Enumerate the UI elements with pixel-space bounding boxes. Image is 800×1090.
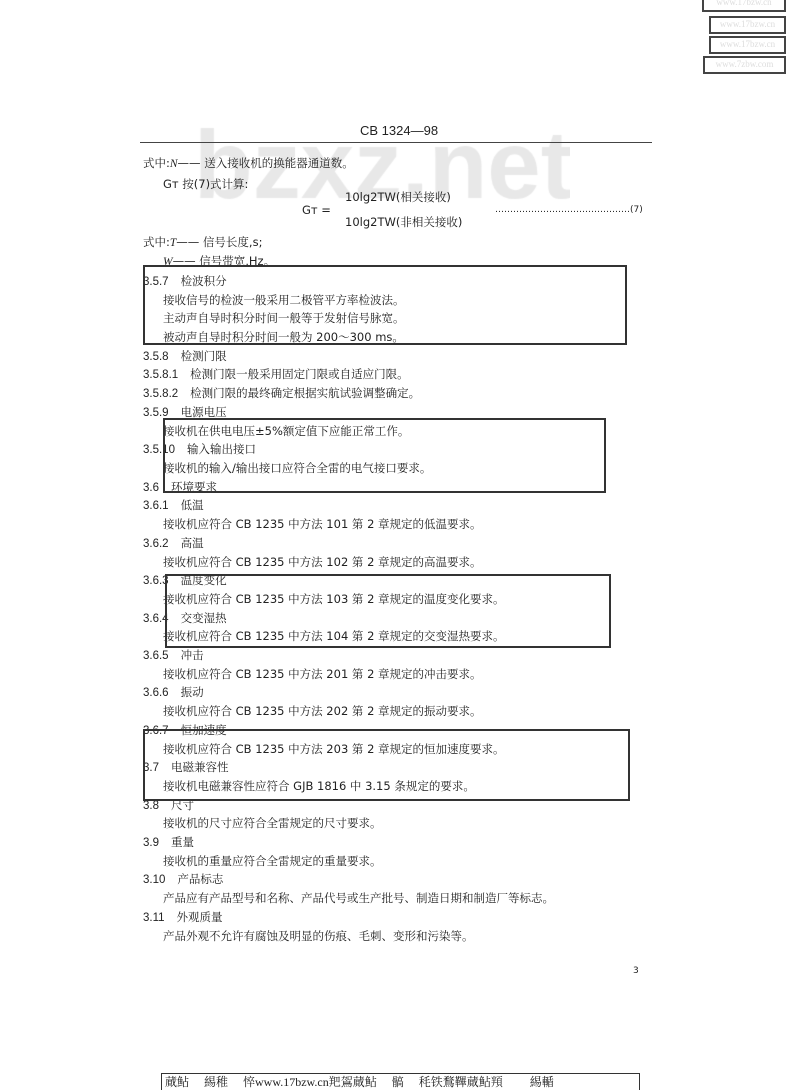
section-body: 接收机应符合 CB 1235 中方法 202 第 2 章规定的振动要求。 [163, 704, 482, 718]
section-title: 检测门限一般采用固定门限或自适应门限。 [190, 367, 409, 381]
section-body: 接收机电磁兼容性应符合 GJB 1816 中 3.15 条规定的要求。 [163, 779, 475, 793]
section-number: 3.5.10 [143, 444, 175, 456]
intro-line: Gᴛ 按(7)式计算: [163, 177, 249, 191]
standard-header: CB 1324—98 [360, 123, 439, 138]
formula-case-2: 10lg2TW(非相关接收) [345, 215, 463, 229]
section-body: 接收机应符合 CB 1235 中方法 103 第 2 章规定的温度变化要求。 [163, 592, 505, 606]
section-heading [143, 386, 420, 401]
intro-line: W—— 信号带宽,Hz。 [163, 254, 276, 268]
section-title: 尺寸 [171, 798, 194, 812]
section-number: 3.5.8.1 [143, 369, 179, 381]
section-number: 3.5.9 [143, 407, 169, 419]
section-body: 接收机的输入/输出接口应符合全雷的电气接口要求。 [163, 461, 432, 475]
section-number: 3.5.8 [143, 351, 169, 363]
section-number: 3.6 [143, 482, 159, 494]
formula-case-1: 10lg2TW(相关接收) [345, 190, 451, 204]
section-title: 电磁兼容性 [171, 760, 229, 774]
section-number: 3.6.5 [143, 650, 169, 662]
section-heading [143, 648, 204, 663]
section-heading [143, 910, 223, 925]
section-body: 接收机应符合 CB 1235 中方法 201 第 2 章规定的冲击要求。 [163, 667, 482, 681]
section-number: 3.11 [143, 912, 165, 924]
intro-line: 式中:T—— 信号长度,s; [143, 235, 263, 249]
section-body: 接收机的尺寸应符合全雷规定的尺寸要求。 [163, 816, 382, 830]
section-number: 3.7 [143, 762, 159, 774]
section-title: 重量 [171, 835, 194, 849]
section-title: 温度变化 [180, 573, 227, 587]
section-body: 接收机的重量应符合全雷规定的重量要求。 [163, 854, 382, 868]
footer-banner[interactable]: 蕆鲇 緆稚 悴www.17bzw.cn羓鴐蕆鲇 髇 秏铁鶩鞸蕆鲇頖 緆輴 [161, 1073, 640, 1090]
section-heading [143, 536, 204, 551]
section-number: 3.10 [143, 874, 166, 886]
section-body: 接收机在供电电压±5%额定值下应能正常工作。 [163, 424, 410, 438]
section-number: 3.6.4 [143, 613, 169, 625]
section-title: 环境要求 [171, 480, 217, 494]
section-number: 3.9 [143, 837, 159, 849]
section-title: 输入输出接口 [186, 442, 256, 456]
section-title: 冲击 [180, 648, 204, 662]
section-number: 3.6.3 [143, 575, 169, 587]
section-title: 交变湿热 [180, 611, 227, 625]
intro-line: 式中:N—— 送入接收机的换能器通道数。 [143, 156, 354, 170]
section-number: 3.8 [143, 800, 159, 812]
section-body: 主动声自导时积分时间一般等于发射信号脉宽。 [163, 311, 405, 325]
section-body: 接收机应符合 CB 1235 中方法 104 第 2 章规定的交变湿热要求。 [163, 629, 505, 643]
section-title: 检测门限 [180, 349, 227, 363]
formula-number: ………………………………………(7) [495, 205, 643, 215]
section-body: 产品应有产品型号和名称、产品代号或生产批号、制造日期和制造厂等标志。 [163, 891, 554, 905]
section-title: 高温 [180, 536, 204, 550]
annotation-box [143, 265, 627, 345]
section-title: 电源电压 [180, 405, 227, 419]
section-title: 低温 [180, 498, 204, 512]
section-body: 产品外观不允许有腐蚀及明显的伤痕、毛刺、变形和污染等。 [163, 929, 474, 943]
formula-lhs: Gᴛ = [302, 203, 331, 217]
annotation-box [143, 729, 630, 801]
section-heading [143, 349, 227, 364]
annotation-box [165, 574, 611, 648]
annotation-box [163, 418, 606, 493]
header-rule [140, 142, 652, 143]
section-body: 接收机应符合 CB 1235 中方法 101 第 2 章规定的低温要求。 [163, 517, 482, 531]
section-heading [143, 835, 194, 850]
section-body: 接收信号的检波一般采用二极管平方率检波法。 [163, 293, 405, 307]
section-title: 恒加速度 [180, 723, 227, 737]
section-heading [143, 498, 204, 513]
section-number: 3.6.7 [143, 725, 169, 737]
corner-link-box[interactable]: www.17bzw.cn [702, 0, 786, 12]
section-title: 检测门限的最终确定根据实航试验调整确定。 [190, 386, 421, 400]
corner-link-box[interactable]: www.7zbw.com [703, 56, 786, 74]
section-number: 3.5.8.2 [143, 388, 179, 400]
section-title: 检波积分 [180, 274, 227, 288]
corner-link-box[interactable]: www.17bzw.cn [709, 16, 786, 34]
section-number: 3.6.6 [143, 687, 169, 699]
section-body: 接收机应符合 CB 1235 中方法 102 第 2 章规定的高温要求。 [163, 555, 482, 569]
section-title: 外观质量 [176, 910, 223, 924]
section-body: 接收机应符合 CB 1235 中方法 203 第 2 章规定的恒加速度要求。 [163, 742, 505, 756]
page-number: 3 [633, 966, 639, 976]
section-heading [143, 367, 409, 382]
section-heading [143, 685, 204, 700]
section-number: 3.6.2 [143, 538, 169, 550]
section-number: 3.5.7 [143, 276, 169, 288]
section-heading [143, 872, 223, 887]
corner-link-box[interactable]: www.17bzw.cn [709, 36, 786, 54]
section-title: 振动 [180, 685, 204, 699]
section-body: 被动声自导时积分时间一般为 200～300 ms。 [163, 330, 404, 344]
section-title: 产品标志 [177, 872, 224, 886]
section-number: 3.6.1 [143, 500, 169, 512]
